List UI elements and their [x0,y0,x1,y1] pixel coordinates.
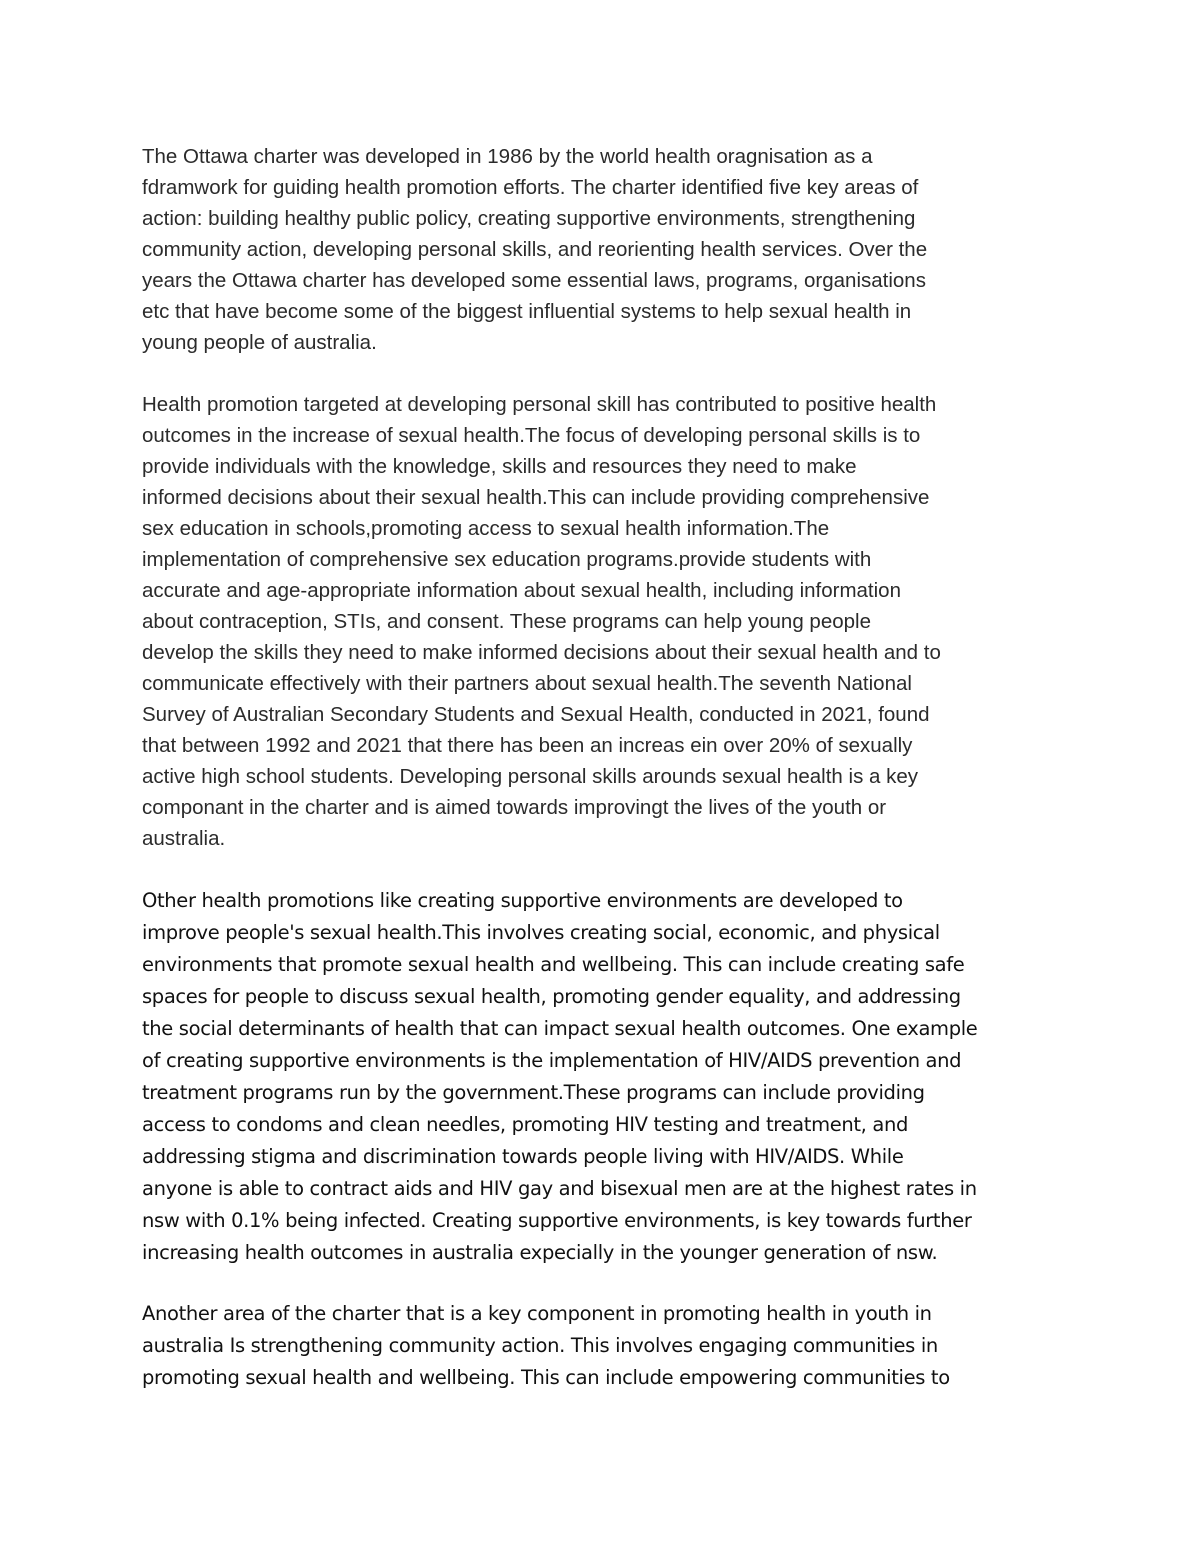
paragraph-1-line-3: action: building healthy public policy, creating supportive environments, strengthening [142,207,916,230]
paragraph-3-line-3: environments that promote sexual health and wellbeing. This can include creating safe [142,953,965,976]
paragraph-3-line-6: of creating supportive environments is the implementation of HIV/AIDS prevention and [142,1049,962,1072]
paragraph-3-line-2: improve people's sexual health.This involves creating social, economic, and physical [142,921,940,944]
paragraph-2-line-4: informed decisions about their sexual health.This can include providing comprehensive [142,486,930,509]
paragraph-1-line-2: fdramwork for guiding health promotion efforts. The charter identified five key areas of [142,176,919,199]
paragraph-1-line-5: years the Ottawa charter has developed some essential laws, programs, organisations [142,269,926,292]
paragraph-1-line-6: etc that have become some of the biggest influential systems to help sexual health in [142,300,912,323]
paragraph-3-line-8: access to condoms and clean needles, promoting HIV testing and treatment, and [142,1113,908,1136]
paragraph-3-line-11: nsw with 0.1% being infected. Creating supportive environments, is key towards further [142,1209,972,1232]
paragraph-2-line-7: accurate and age-appropriate information about sexual health, including information [142,579,901,602]
paragraph-3-line-1: Other health promotions like creating supportive environments are developed to [142,889,903,912]
paragraph-2-line-11: Survey of Australian Secondary Students and Sexual Health, conducted in 2021, found [142,703,930,726]
paragraph-3-line-5: the social determinants of health that can impact sexual health outcomes. One example [142,1017,978,1040]
paragraph-2-line-3: provide individuals with the knowledge, skills and resources they need to make [142,455,857,478]
paragraph-3-line-4: spaces for people to discuss sexual health, promoting gender equality, and addressing [142,985,961,1008]
paragraph-2-line-1: Health promotion targeted at developing personal skill has contributed to positive health [142,393,937,416]
paragraph-1-line-1: The Ottawa charter was developed in 1986 by the world health oragnisation as a [142,145,873,168]
paragraph-2-line-10: communicate effectively with their partners about sexual health.The seventh National [142,672,912,695]
paragraph-3-line-7: treatment programs run by the government.These programs can include providing [142,1081,925,1104]
paragraph-3-line-9: addressing stigma and discrimination towards people living with HIV/AIDS. While [142,1145,904,1168]
paragraph-2-line-9: develop the skills they need to make informed decisions about their sexual health and to [142,641,941,664]
paragraph-2-line-15: australia. [142,827,226,850]
paragraph-1-line-7: young people of australia. [142,331,377,354]
paragraph-4-line-2: australia Is strengthening community action. This involves engaging communities in [142,1334,938,1357]
paragraph-3-line-12: increasing health outcomes in australia expecially in the younger generation of nsw. [142,1241,938,1264]
paragraph-2-line-2: outcomes in the increase of sexual health.The focus of developing personal skills is to [142,424,921,447]
paragraph-3-line-10: anyone is able to contract aids and HIV gay and bisexual men are at the highest rates in [142,1177,977,1200]
paragraph-2-line-8: about contraception, STIs, and consent. These programs can help young people [142,610,871,633]
paragraph-2-line-13: active high school students. Developing personal skills arounds sexual health is a key [142,765,919,788]
paragraph-1-line-4: community action, developing personal skills, and reorienting health services. Over the [142,238,928,261]
paragraph-4-line-1: Another area of the charter that is a key component in promoting health in youth in [142,1302,932,1325]
paragraph-2-line-14: componant in the charter and is aimed towards improvingt the lives of the youth or [142,796,887,819]
paragraph-2-line-5: sex education in schools,promoting access to sexual health information.The [142,517,830,540]
paragraph-2-line-12: that between 1992 and 2021 that there has been an increas ein over 20% of sexually [142,734,913,757]
paragraph-4-line-3: promoting sexual health and wellbeing. This can include empowering communities to [142,1366,950,1389]
paragraph-2-line-6: implementation of comprehensive sex education programs.provide students with [142,548,872,571]
